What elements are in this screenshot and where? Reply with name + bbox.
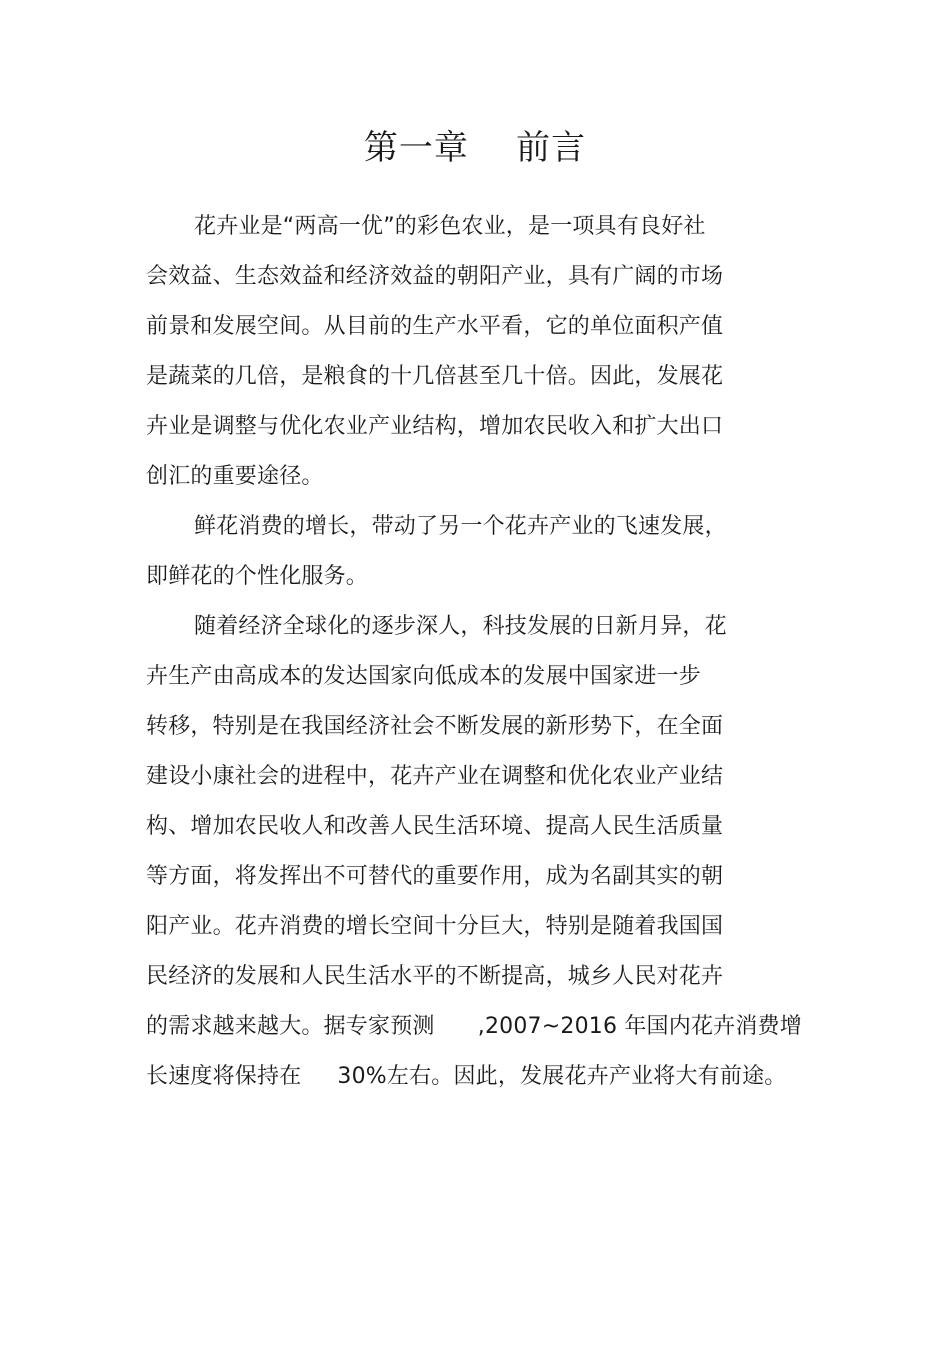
- text-line: 随着经济全球化的逐步深人，科技发展的日新月异，花: [194, 614, 727, 639]
- text-line: 即鲜花的个性化服务。: [146, 564, 369, 589]
- text-line: 卉生产由高成本的发达国家向低成本的发展中国家进一步: [146, 664, 702, 689]
- text-line: 等方面，将发挥出不可替代的重要作用，成为名副其实的朝: [146, 864, 724, 889]
- text-line: 花卉业是“两高一优”的彩色农业，是一项具有良好社: [194, 214, 706, 239]
- text-line: 建设小康社会的进程中，花卉产业在调整和优化农业产业结: [146, 764, 724, 789]
- text-line: 转移，特别是在我国经济社会不断发展的新形势下，在全面: [146, 714, 724, 739]
- text-line: 前景和发展空间。从目前的生产水平看，它的单位面积产值: [146, 314, 724, 339]
- text-line: 民经济的发展和人民生活水平的不断提高，城乡人民对花卉: [146, 964, 724, 989]
- text-line: 鲜花消费的增长，带动了另一个花卉产业的飞速发展，: [194, 514, 727, 539]
- text-line: 的需求越来越大。据专家预测 ,2007~2016 年国内花卉消费增: [146, 1014, 802, 1039]
- text-line: 创汇的重要途径。: [146, 464, 324, 489]
- text-line: 卉业是调整与优化农业产业结构，增加农民收入和扩大出口: [146, 414, 724, 439]
- text-line: 是蔬菜的几倍，是粮食的十几倍甚至几十倍。因此，发展花: [146, 364, 724, 389]
- text-line: 阳产业。花卉消费的增长空间十分巨大，特别是随着我国国: [146, 914, 724, 939]
- text-line: 构、增加农民收人和改善人民生活环境、提高人民生活质量: [146, 814, 724, 839]
- text-line: 长速度将保持在 30%左右。因此，发展花卉产业将大有前途。: [146, 1064, 787, 1089]
- chapter-title: 第一章 前言: [363, 128, 587, 168]
- text-line: 会效益、生态效益和经济效益的朝阳产业，具有广阔的市场: [146, 264, 724, 289]
